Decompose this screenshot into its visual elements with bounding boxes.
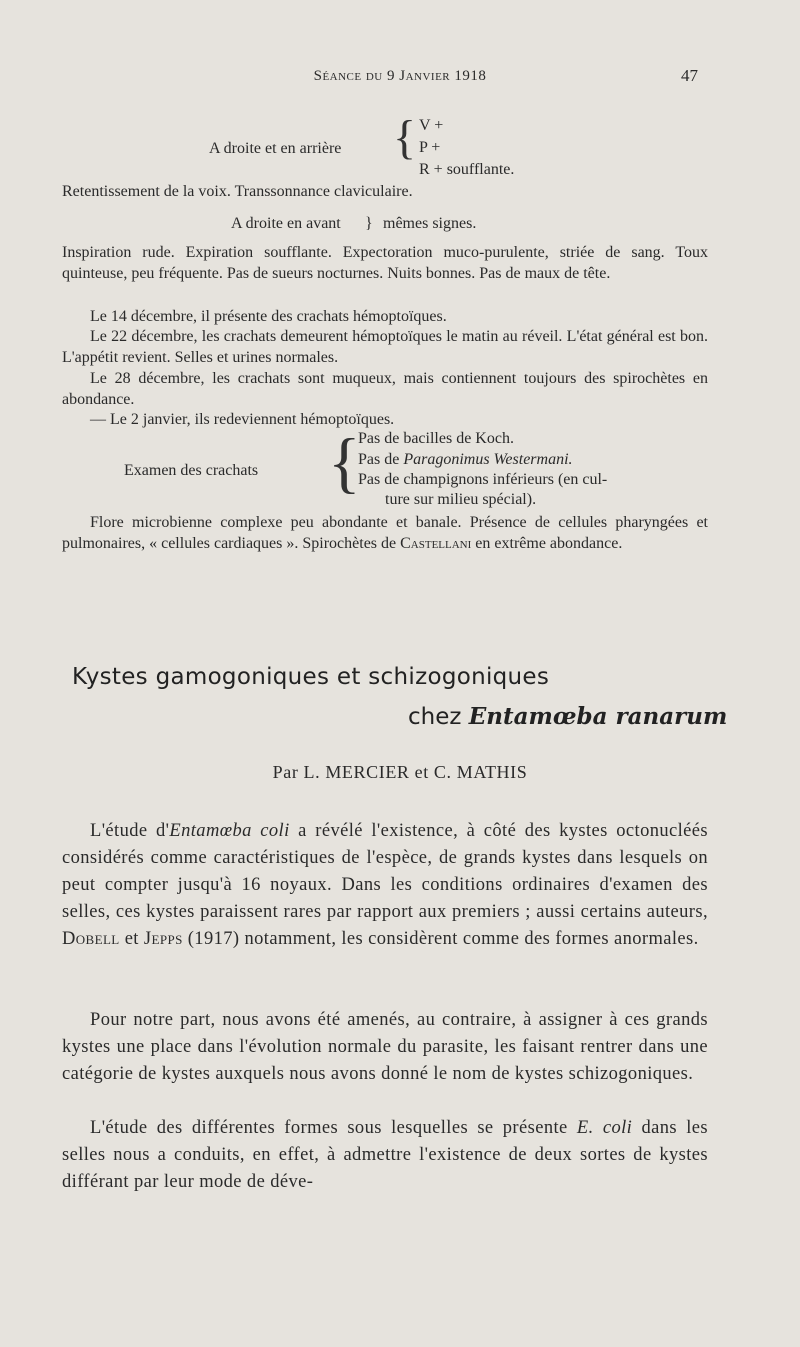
- dec28-paragraph: Le 28 décembre, les crachats sont muqueux, mais contiennent toujours des spirochètes en abondance.: [62, 370, 708, 408]
- sign-r: R + soufflante.: [419, 161, 515, 178]
- p1-a: L'étude d': [90, 821, 170, 841]
- p3-a: L'étude des différentes formes sous lesquelles se présente: [90, 1118, 577, 1138]
- page-number: 47: [681, 66, 698, 85]
- exam-brace-icon: {: [328, 424, 361, 500]
- exam-paragonimus: [358, 449, 573, 470]
- article-authors: Par L. MERCIER et C. MATHIS: [272, 762, 528, 782]
- running-head: [0, 68, 800, 85]
- exam-paragonimus-prefix: Pas de: [358, 451, 400, 468]
- dec14-paragraph: Le 14 décembre, il présente des crachats hémoptoïques.: [90, 308, 447, 325]
- p3-b: dans les selles nous a conduits, en effet, à admettre l'existence de deux sortes de kystes différant par leur mode de déve-: [62, 1118, 709, 1192]
- dec22-paragraph: Le 22 décembre, les crachats demeurent hémoptoïques le matin au réveil. L'état général est bon. L'appétit revient. Selles et urines normales.: [62, 328, 708, 366]
- exam-paragonimus-name: Paragonimus Westermani.: [403, 451, 573, 468]
- brace-small-icon: }: [365, 215, 373, 232]
- exam-koch: Pas de bacilles de Koch.: [358, 430, 514, 447]
- exam-fungi-2: ture sur milieu spécial).: [385, 491, 537, 508]
- sign-p: P +: [419, 139, 441, 156]
- title-species: Entamœba ranarum: [468, 703, 728, 730]
- p1-author-dobell: Dobell: [62, 929, 120, 949]
- article-title-line1: Kystes gamogoniques et schizogoniques: [72, 664, 550, 690]
- resonance-line: Retentissement de la voix. Transsonnance claviculaire.: [62, 183, 413, 200]
- inspiration-paragraph: Inspiration rude. Expiration soufflante. Expectoration muco-purulente, striée de sang. Toux quinteuse, peu fréquente. Pas de sueurs nocturnes. Nuits bonnes. Pas de maux de tête.: [62, 244, 708, 282]
- back-label: A droite et en arrière: [209, 140, 342, 157]
- brace-icon: {: [393, 111, 417, 164]
- p3-species: E. coli: [576, 1118, 633, 1138]
- p1-author-jepps: Jepps: [143, 929, 183, 949]
- front-value: mêmes signes.: [383, 215, 477, 232]
- flora-paragraph: [62, 512, 708, 554]
- exam-fungi-1: Pas de champignons inférieurs (en cul-: [358, 471, 608, 488]
- paragraph-2: Pour notre part, nous avons été amenés, au contraire, à assigner à ces grands kystes une place dans l'évolution normale du parasite, les faisant rentrer dans une catégorie de kystes auxquels nous avons donné le nom de kystes schizogoniques.: [62, 1010, 708, 1084]
- paragraph-1: [62, 818, 708, 953]
- paragraph-3: [62, 1115, 708, 1196]
- running-head-text: Séance du 9 Janvier 1918: [313, 68, 487, 84]
- flora-author: Castellani: [400, 535, 472, 552]
- title-chez: chez: [408, 704, 462, 730]
- flora-after: en extrême abondance.: [475, 535, 623, 552]
- flora-before: Flore microbienne complexe peu abondante et banale. Présence de cellules pharyngées et pulmonaires, « cellules cardiaques ». Spirochètes de: [62, 514, 708, 552]
- p1-c: (1917) notamment, les considèrent comme des formes anormales.: [187, 929, 699, 949]
- p1-et: et: [124, 929, 139, 949]
- front-label: A droite en avant: [231, 215, 341, 232]
- article-title-line2: [408, 703, 727, 730]
- sign-v: V +: [419, 117, 444, 134]
- p1-b: a révélé l'existence, à côté des kystes octonucléés considérés comme caractéristiques de l'espèce, de grands kystes dans lesquels on peut compter jusqu'à 16 noyaux. Dans les conditions ordinaires d'examen des selles, ces kystes paraissent rares par rapport aux premiers ; aussi certains auteurs,: [62, 821, 708, 922]
- exam-label: Examen des crachats: [124, 462, 259, 479]
- p1-species: Entamœba coli: [169, 821, 290, 841]
- jan2-paragraph: — Le 2 janvier, ils redeviennent hémoptoïques.: [90, 411, 395, 428]
